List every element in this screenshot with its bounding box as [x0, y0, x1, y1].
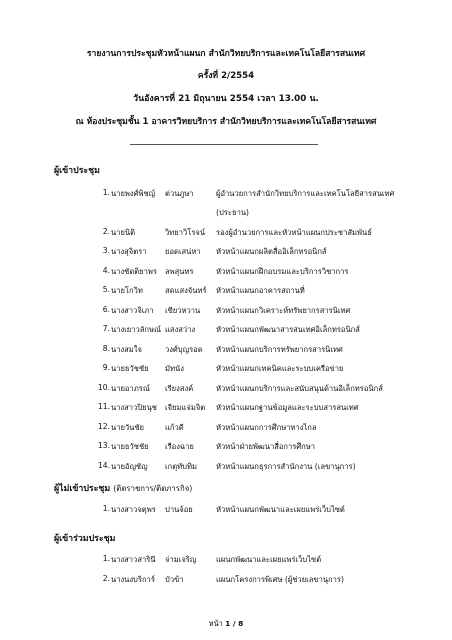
list-item	[0, 246, 452, 262]
first-name: นางสมใจ	[111, 344, 142, 354]
meeting-venue: ณ ห้องประชุมชั้น 1 อาคารวิทยบริการ สำนักวิทยบริการและเทคโนโลยีสารสนเทศ	[75, 117, 377, 127]
item-number: 2.	[102, 226, 110, 236]
item-number: 1.	[102, 504, 110, 513]
first-name: นางสาวสารินี	[111, 555, 156, 564]
list-item	[0, 554, 452, 570]
first-name: นายพงศ์พิชญ์	[111, 189, 156, 198]
last-name: สดแสงจันทร์	[165, 286, 207, 295]
item-number: 5.	[102, 285, 110, 294]
title-divider	[130, 144, 318, 145]
last-name: ยอดเสน่หา	[165, 247, 201, 256]
first-name: นางสาวจตุพร	[111, 505, 156, 514]
first-name: นายธวัชชัย	[111, 442, 149, 451]
position-title: แผนกโครงการพิเศษ (ผู้ช่วยเลขานุการ)	[216, 575, 344, 584]
position-title: หัวหน้าแผนกวิเคราะห์ทรัพยากรสารนิเทศ	[216, 305, 351, 315]
absent-heading	[54, 481, 192, 495]
item-number: 1.	[102, 554, 110, 563]
first-name: นายวันชัย	[111, 422, 144, 432]
position-title: ผู้อำนวยการสำนักวิทยบริการและเทคโนโลยีสารสนเทศ	[216, 189, 395, 198]
last-name: แก้วดี	[165, 422, 184, 432]
item-number: 12.	[97, 421, 110, 431]
list-item	[0, 324, 452, 340]
position-title: หัวหน้าแผนกการศึกษาทางไกล	[216, 422, 317, 432]
first-name: นางเยาวลักษณ์	[111, 325, 162, 334]
last-name: เจียมแจ่มจิต	[165, 403, 206, 412]
item-number: 2.	[102, 574, 110, 583]
position-title: หัวหน้าแผนกผลิตสื่ออิเล็กทรอนิกส์	[216, 247, 327, 256]
list-item	[0, 266, 452, 282]
last-name: เรืองฉาย	[165, 442, 194, 451]
page-label: หน้า	[208, 619, 223, 628]
item-number: 10.	[97, 382, 110, 392]
last-name: มัทนัง	[165, 364, 184, 373]
position-title: หัวหน้าแผนกพัฒนาสารสนเทศอิเล็กทรอนิกส์	[216, 325, 360, 334]
absent-heading-note: (ติดราชการ/ติดภารกิจ)	[113, 484, 193, 493]
last-name: ลพสุนทร	[165, 266, 194, 276]
page-footer	[0, 618, 452, 630]
list-item	[0, 441, 452, 457]
position-title-continued: (ประธาน)	[216, 208, 249, 217]
absent-heading-title: ผู้ไม่เข้าประชุม	[54, 484, 111, 494]
list-item	[0, 422, 452, 438]
position-title: หัวหน้าฝ่ายพัฒนาสื่อการศึกษา	[216, 442, 316, 451]
last-name: ปานจ้อย	[165, 505, 193, 514]
position-title: หัวหน้าแผนกบริการและสนับสนุนด้านอิเล็กทรอนิกส์	[216, 383, 383, 393]
first-name: นายนิติ	[111, 227, 136, 237]
list-item	[0, 305, 452, 321]
first-name: นางชัดติยาพร	[111, 266, 157, 276]
item-number: 9.	[102, 363, 110, 372]
list-item	[0, 344, 452, 360]
last-name: เรียงสงค์	[165, 383, 194, 393]
position-title: รองผู้อำนวยการและหัวหน้าแผนกประชาสัมพันธ์	[216, 227, 372, 237]
last-name: วิทยาวิโรจน์	[165, 227, 206, 237]
first-name: นายอาภรณ์	[111, 383, 150, 393]
item-number: 8.	[102, 343, 110, 353]
session-number: ครั้งที่ 2/2554	[197, 71, 255, 81]
item-number: 6.	[102, 304, 110, 314]
position-title: หัวหน้าแผนกฐานข้อมูลและระบบสารสนเทศ	[216, 403, 359, 412]
position-title: หัวหน้าแผนกฝึกอบรมและบริการวิชาการ	[216, 266, 349, 276]
participants-heading: ผู้เข้าร่วมประชุม	[54, 534, 116, 544]
position-title: หัวหน้าแผนกเทคนิคและระบบเครือข่าย	[216, 364, 344, 373]
item-number: 4.	[102, 265, 110, 275]
position-title: หัวหน้าแผนกอาคารสถานที่	[216, 286, 305, 295]
position-title: หัวหน้าแผนกพัฒนาและเผยแพร่เว็บไซต์	[216, 505, 345, 514]
meeting-date: วันอังคารที่ 21 มิถุนายน 2554 เวลา 13.00 น.	[133, 94, 319, 104]
last-name: เขียวหวาน	[165, 305, 201, 315]
item-number: 13.	[97, 441, 110, 450]
list-item	[0, 383, 452, 399]
list-item	[0, 188, 452, 204]
last-name: บัวข้า	[165, 575, 184, 584]
item-number: 14.	[97, 460, 110, 470]
first-name: นายโกวิท	[111, 286, 143, 295]
list-item	[0, 285, 452, 301]
position-title: หัวหน้าแผนกบริการทรัพยากรสารนิเทศ	[216, 344, 343, 354]
list-item	[0, 574, 452, 590]
position-title: แผนกพัฒนาและเผยแพร่เว็บไซต์	[216, 555, 322, 564]
item-number: 1.	[102, 188, 110, 197]
first-name: นางสาวปิยนุช	[111, 403, 157, 412]
item-number: 7.	[102, 324, 110, 333]
list-item	[0, 227, 452, 243]
first-name: นายอัญชัญ	[111, 461, 148, 471]
page-number: 1 / 8	[225, 619, 244, 628]
list-item	[0, 504, 452, 520]
first-name: นางสุจิตรา	[111, 247, 147, 256]
first-name: นางนงบริการ์	[111, 575, 155, 584]
list-item	[0, 363, 452, 379]
list-item	[0, 402, 452, 418]
first-name: นางสาวจิเภา	[111, 305, 154, 315]
last-name: ต่วนภูษา	[165, 189, 194, 198]
report-title: รายงานการประชุมหัวหน้าแผนก สำนักวิทยบริการและเทคโนโลยีสารสนเทศ	[86, 49, 366, 59]
last-name: แสงสว่าง	[165, 325, 196, 334]
first-name: นายธวัชชัย	[111, 364, 149, 373]
item-number: 11.	[97, 402, 110, 411]
item-number: 3.	[102, 246, 110, 255]
position-title: หัวหน้าแผนกธุรการสำนักงาน (เลขานุการ)	[216, 461, 356, 471]
list-item	[0, 461, 452, 477]
attendees-heading: ผู้เข้าประชุม	[54, 166, 100, 176]
last-name: จ่ามเจริญ	[165, 555, 197, 564]
last-name: เกตุทับทิม	[165, 461, 197, 471]
last-name: วงศ์บุญรอด	[165, 344, 203, 354]
